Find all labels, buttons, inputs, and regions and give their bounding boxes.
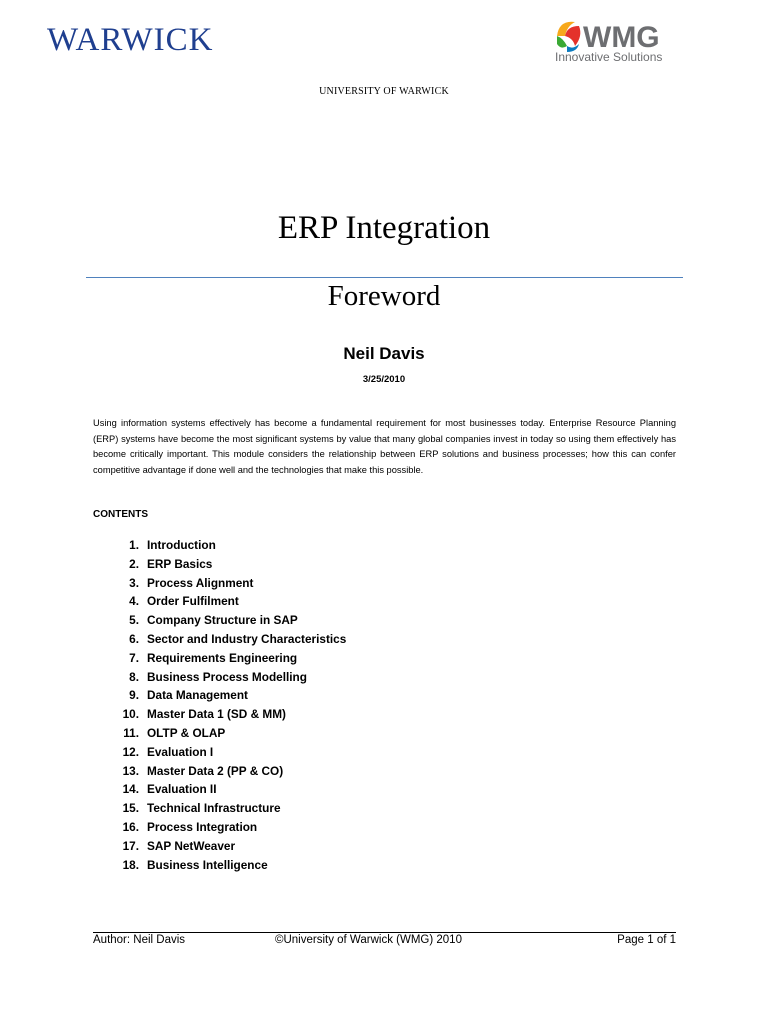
contents-item	[107, 630, 346, 649]
contents-item-number: 11.	[123, 725, 139, 740]
contents-item-number: 15.	[122, 801, 139, 816]
warwick-logo-text: WARWICK	[47, 22, 214, 58]
warwick-logo	[47, 16, 237, 62]
contents-item-label: Sector and Industry Characteristics	[147, 631, 347, 646]
warwick-wordmark-logo	[47, 16, 237, 62]
contents-item-label: Business Process Modelling	[147, 669, 307, 684]
footer-author: Author: Neil Davis	[93, 934, 186, 946]
contents-item	[107, 780, 346, 799]
contents-item-label: Order Fulfilment	[147, 594, 239, 609]
contents-item	[107, 592, 346, 611]
contents-item	[107, 686, 346, 705]
contents-item-number: 5.	[129, 613, 139, 628]
title-divider	[86, 277, 683, 278]
contents-item-number: 4.	[129, 594, 139, 609]
contents-item	[107, 649, 346, 668]
contents-item-number: 12.	[122, 744, 139, 759]
footer-copyright: ©University of Warwick (WMG) 2010	[275, 934, 462, 946]
contents-item	[107, 856, 346, 875]
contents-item-number: 13.	[122, 763, 139, 778]
contents-item-label: Requirements Engineering	[147, 650, 298, 665]
wmg-swirl-icon	[557, 22, 580, 52]
contents-item	[107, 705, 346, 724]
contents-item	[107, 799, 346, 818]
contents-item-label: Evaluation I	[147, 744, 214, 759]
contents-item	[107, 818, 346, 837]
contents-item-label: Evaluation II	[147, 782, 217, 797]
contents-item-number: 8.	[129, 669, 139, 684]
contents-item	[107, 611, 346, 630]
contents-item-label: Master Data 1 (SD & MM)	[147, 707, 286, 722]
contents-item-number: 1.	[129, 538, 139, 552]
wmg-logo	[553, 16, 723, 66]
contents-item-number: 6.	[129, 631, 139, 646]
contents-item	[107, 668, 346, 687]
contents-item-label: ERP Basics	[147, 556, 213, 571]
contents-item-label: Introduction	[147, 538, 216, 552]
contents-item-number: 14.	[122, 782, 139, 797]
document-subtitle: Foreword	[327, 280, 441, 312]
contents-item	[107, 837, 346, 856]
contents-item-label: Master Data 2 (PP & CO)	[147, 763, 284, 778]
contents-item-number: 10.	[122, 707, 139, 722]
contents-item	[107, 743, 346, 762]
contents-item	[107, 762, 346, 781]
contents-item-number: 2.	[129, 556, 139, 571]
document-title: ERP Integration	[277, 210, 491, 246]
contents-item	[107, 724, 346, 743]
contents-item-label: Data Management	[147, 688, 248, 703]
contents-item-label: Business Intelligence	[147, 857, 268, 872]
contents-item-label: OLTP & OLAP	[147, 725, 226, 740]
contents-item-label: Process Alignment	[147, 575, 254, 590]
contents-item	[107, 536, 346, 555]
wmg-swirl-logo-icon	[553, 16, 723, 66]
contents-item-number: 9.	[129, 688, 139, 703]
wmg-logo-tagline: Innovative Solutions	[555, 50, 663, 64]
contents-item-label: SAP NetWeaver	[147, 838, 236, 853]
wmg-logo-text: WMG	[583, 21, 660, 54]
contents-item-number: 7.	[129, 650, 139, 665]
author-name: Neil Davis	[343, 344, 425, 363]
contents-item-label: Technical Infrastructure	[147, 801, 281, 816]
contents-item-number: 16.	[122, 819, 139, 834]
contents-item-number: 17.	[122, 838, 139, 853]
contents-item-label: Process Integration	[147, 819, 258, 834]
contents-heading: CONTENTS	[93, 509, 148, 520]
contents-list	[107, 536, 346, 874]
abstract-paragraph: Using information systems effectively has become a fundamental requirement for most businesses today. Enterprise Resource Planning (ERP) systems have become the most significant systems by value that many global companies invest in today so using them effectively has become critically important. This module considers the relationship between ERP solutions and business processes; how this can confer competitive advantage if done well and the technologies that make this possible.	[93, 418, 676, 475]
contents-item	[107, 574, 346, 593]
contents-item-number: 18.	[122, 857, 139, 872]
contents-item-number: 3.	[129, 575, 139, 590]
document-date: 3/25/2010	[362, 374, 406, 385]
contents-item	[107, 555, 346, 574]
footer-page-number: Page 1 of 1	[617, 934, 676, 946]
footer-divider	[93, 932, 676, 933]
university-line: UNIVERSITY OF WARWICK	[319, 86, 449, 97]
contents-item-label: Company Structure in SAP	[147, 613, 298, 628]
